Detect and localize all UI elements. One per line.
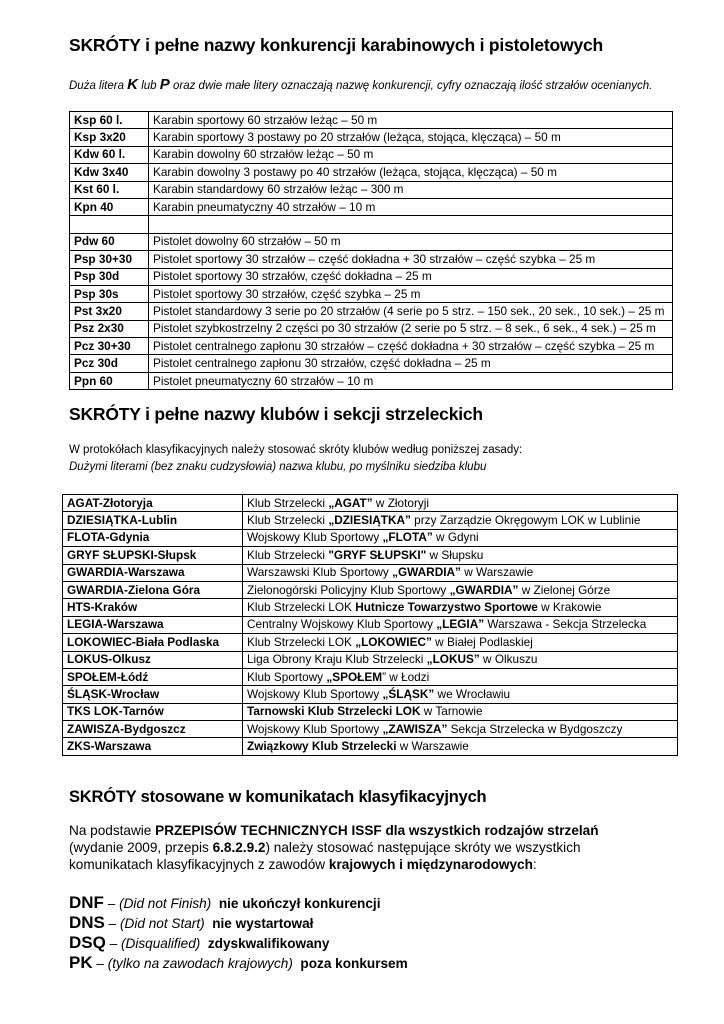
line3-bold: krajowych i międzynarodowych	[328, 857, 533, 872]
competition-row	[70, 112, 673, 129]
club-name-bold: „LEGIA”	[436, 617, 485, 632]
club-code: LOKOWIEC-Biała Podlaska	[63, 634, 243, 651]
club-name-text: Klub Strzelecki LOK	[247, 634, 356, 649]
club-row	[63, 738, 678, 755]
club-full-name	[243, 668, 678, 685]
abbreviation-item	[69, 953, 408, 974]
note-text-1: Duża litera	[69, 80, 128, 92]
section3-line-2	[69, 839, 581, 856]
club-full-name	[243, 547, 678, 564]
club-code: SPOŁEM-Łódź	[63, 668, 243, 685]
club-code: LOKUS-Olkusz	[63, 651, 243, 668]
note-letter-p: P	[159, 76, 170, 93]
club-name-text: Sekcja Strzelecka w Bydgoszczy	[447, 721, 623, 736]
club-name-text: w Białej Podlaskiej	[431, 634, 533, 649]
club-name-text: Zielonogórski Policyjny Klub Sportowy	[247, 582, 450, 597]
abbreviation-english: (Disqualified)	[120, 936, 201, 951]
line2-text-a: (wydanie 2009, przepis	[69, 840, 213, 855]
competitions-table	[69, 111, 673, 390]
section3-title: SKRÓTY stosowane w komunikatach klasyfikacyjnych	[69, 788, 487, 806]
abbreviation-key: DNF	[69, 893, 104, 912]
club-code: ŚLĄSK-Wrocław	[63, 686, 243, 703]
line1-text: Na podstawie	[69, 823, 156, 838]
competition-code: Pdw 60	[70, 233, 149, 250]
competition-name: Pistolet centralnego zapłonu 30 strzałów, część dokładna – 25 m	[149, 355, 673, 372]
club-full-name	[243, 703, 678, 720]
competition-code: Kdw 3x40	[70, 164, 149, 181]
competition-row	[70, 198, 673, 215]
competition-code: Ksp 60 l.	[70, 112, 149, 129]
club-name-text: w Zielonej Górze	[518, 582, 611, 597]
competition-code: Psz 2x30	[70, 320, 149, 337]
note-text-2: lub	[138, 80, 160, 92]
club-code: DZIESIĄTKA-Lublin	[63, 512, 243, 529]
club-full-name	[243, 581, 678, 598]
section1-note	[69, 76, 652, 93]
competition-code: Psp 30+30	[70, 251, 149, 268]
club-name-bold: Tarnowski Klub Strzelecki LOK	[247, 704, 421, 719]
club-row	[63, 721, 678, 738]
club-full-name	[243, 686, 678, 703]
club-full-name	[243, 651, 678, 668]
competition-code: Kdw 60 l.	[70, 146, 149, 163]
club-row	[63, 703, 678, 720]
club-name-text: w Olkuszu	[479, 652, 538, 667]
club-name-text: w Warszawie	[396, 739, 469, 754]
abbreviation-polish: poza konkursem	[300, 956, 408, 971]
abbreviation-english: (Did not Start)	[120, 916, 205, 931]
club-full-name	[243, 721, 678, 738]
club-name-bold: "GRYF SŁUPSKI"	[328, 547, 427, 562]
club-code: GWARDIA-Warszawa	[63, 564, 243, 581]
clubs-table-body	[63, 495, 678, 756]
abbreviation-dash: –	[92, 956, 108, 971]
section1-title: SKRÓTY i pełne nazwy konkurencji karabinowych i pistoletowych	[69, 35, 604, 55]
abbreviation-polish: zdyskwalifikowany	[207, 936, 330, 951]
competition-name: Pistolet sportowy 30 strzałów – część dokładna + 30 strzałów – część szybka – 25 m	[149, 251, 673, 268]
abbreviation-key: PK	[69, 953, 93, 972]
section2-note-1: W protokółach klasyfikacyjnych należy stosować skróty klubów według poniższej zasady:	[69, 444, 523, 456]
club-full-name	[243, 495, 678, 512]
abbreviation-english: (Did not Finish)	[119, 896, 212, 911]
club-row	[63, 581, 678, 598]
club-name-bold: „ZAWISZA”	[382, 721, 448, 736]
club-code: HTS-Kraków	[63, 599, 243, 616]
club-name-text: Centralny Wojskowy Klub Sportowy	[247, 617, 437, 632]
abbreviation-polish: nie wystartował	[212, 916, 314, 931]
club-name-text: Klub Strzelecki	[247, 513, 329, 528]
competition-row	[70, 216, 673, 233]
club-name-text: Klub Strzelecki	[247, 547, 329, 562]
club-name-bold: „AGAT”	[328, 495, 373, 510]
competition-row	[70, 251, 673, 268]
competition-row	[70, 355, 673, 372]
note-text-3: oraz dwie małe litery oznaczają nazwę konkurencji, cyfry oznaczają ilość strzałów ocenianych.	[169, 80, 653, 92]
spacer	[200, 936, 208, 951]
line3-text-a: komunikatach klasyfikacyjnych z zawodów	[69, 857, 329, 872]
club-row	[63, 599, 678, 616]
competition-code: Kpn 40	[70, 198, 149, 215]
club-code: LEGIA-Warszawa	[63, 616, 243, 633]
competition-code: Psp 30s	[70, 285, 149, 302]
club-name-bold: Związkowy Klub Strzelecki	[247, 739, 397, 754]
club-full-name	[243, 738, 678, 755]
club-name-text: w Warszawie	[460, 565, 534, 580]
club-code: ZKS-Warszawa	[63, 738, 243, 755]
competitions-table-body	[70, 112, 673, 390]
note-letter-k: K	[127, 76, 139, 93]
club-name-text: Wojskowy Klub Sportowy	[247, 686, 383, 701]
competition-name: Karabin dowolny 3 postawy po 40 strzałów (leżąca, stojąca, klęcząca) – 50 m	[149, 164, 673, 181]
abbreviation-dash: –	[104, 916, 121, 931]
competition-name	[149, 216, 673, 233]
abbreviation-polish: nie ukończył konkurencji	[218, 896, 381, 911]
section2-title: SKRÓTY i pełne nazwy klubów i sekcji strzeleckich	[69, 404, 483, 424]
competition-row	[70, 372, 673, 389]
spacer	[211, 896, 219, 911]
club-row	[63, 668, 678, 685]
club-code: TKS LOK-Tarnów	[63, 703, 243, 720]
club-full-name	[243, 529, 678, 546]
clubs-table	[62, 494, 678, 756]
club-code: AGAT-Złotoryja	[63, 495, 243, 512]
club-code: GRYF SŁUPSKI-Słupsk	[63, 547, 243, 564]
club-name-text: w Złotoryji	[372, 495, 430, 510]
competition-code: Ppn 60	[70, 372, 149, 389]
club-name-bold: „SPOŁEM	[326, 669, 383, 684]
competition-row	[70, 164, 673, 181]
abbreviation-item	[69, 933, 330, 954]
competition-code: Pst 3x20	[70, 303, 149, 320]
section3-line-1	[69, 822, 599, 839]
club-name-bold: Hutnicze Towarzystwo Sportowe	[355, 600, 538, 615]
line2-bold: 6.8.2.9.2	[212, 840, 266, 855]
abbreviation-key: DSQ	[69, 933, 106, 952]
competition-code: Psp 30d	[70, 268, 149, 285]
competition-name: Pistolet centralnego zapłonu 30 strzałów – część dokładna + 30 strzałów – część szybka – 25 m	[149, 338, 673, 355]
club-name-text: Wojskowy Klub Sportowy	[247, 530, 383, 545]
competition-row	[70, 320, 673, 337]
competition-code: Ksp 3x20	[70, 129, 149, 146]
club-name-bold: „GWARDIA”	[449, 582, 519, 597]
competition-row	[70, 285, 673, 302]
competition-row	[70, 181, 673, 198]
club-name-text: Warszawski Klub Sportowy	[247, 565, 393, 580]
club-name-text: w Tarnowie	[420, 704, 483, 719]
competition-name: Karabin pneumatyczny 40 strzałów – 10 m	[149, 198, 673, 215]
competition-name: Pistolet szybkostrzelny 2 części po 30 strzałów (2 serie po 5 strz. – 8 sek., 6 sek., 4 sek.) – 25 m	[149, 320, 673, 337]
abbreviation-key: DNS	[69, 913, 105, 932]
competition-row	[70, 303, 673, 320]
abbreviation-item	[69, 893, 380, 914]
club-row	[63, 651, 678, 668]
club-row	[63, 512, 678, 529]
abbreviation-dash: –	[103, 896, 120, 911]
club-full-name	[243, 564, 678, 581]
club-name-text: w Słupsku	[426, 547, 484, 562]
club-name-text: Klub Strzelecki LOK	[247, 600, 356, 615]
line3-text-c: :	[532, 857, 537, 872]
club-full-name	[243, 599, 678, 616]
competition-name: Karabin sportowy 3 postawy po 20 strzałów (leżąca, stojąca, klęcząca) – 50 m	[149, 129, 673, 146]
club-row	[63, 529, 678, 546]
club-name-bold: „DZIESIĄTKA”	[328, 513, 411, 528]
club-name-text: Klub Strzelecki	[247, 495, 329, 510]
club-name-text: w Krakowie	[537, 600, 602, 615]
club-code: GWARDIA-Zielona Góra	[63, 581, 243, 598]
club-code: ZAWISZA-Bydgoszcz	[63, 721, 243, 738]
club-full-name	[243, 616, 678, 633]
club-name-text: Warszawa - Sekcja Strzelecka	[484, 617, 647, 632]
club-name-text: ” w Łodzi	[382, 669, 430, 684]
competition-name: Pistolet dowolny 60 strzałów – 50 m	[149, 233, 673, 250]
club-row	[63, 634, 678, 651]
competition-code: Kst 60 l.	[70, 181, 149, 198]
abbreviation-english: (tylko na zawodach krajowych)	[107, 956, 293, 971]
competition-name: Pistolet standardowy 3 serie po 20 strzałów (4 serie po 5 strz. – 150 sek., 20 sek., 10 sek.) – 25 m	[149, 303, 673, 320]
club-name-bold: „ŚLĄSK”	[382, 686, 435, 701]
club-name-text: Klub Sportowy	[247, 669, 327, 684]
section2-note-2: Dużymi literami (bez znaku cudzysłowia) nazwa klubu, po myślniku siedziba klubu	[69, 461, 487, 473]
club-name-text: w Gdyni	[432, 530, 479, 545]
club-name-text: Wojskowy Klub Sportowy	[247, 721, 383, 736]
club-name-bold: „LOKOWIEC”	[355, 634, 432, 649]
section3-line-3	[69, 856, 537, 873]
club-full-name	[243, 634, 678, 651]
competition-row	[70, 268, 673, 285]
club-name-bold: „LOKUS”	[426, 652, 480, 667]
competition-row	[70, 233, 673, 250]
abbreviation-item	[69, 913, 313, 934]
club-row	[63, 686, 678, 703]
competition-name: Karabin sportowy 60 strzałów leżąc – 50 m	[149, 112, 673, 129]
competition-name: Pistolet sportowy 30 strzałów, część dokładna – 25 m	[149, 268, 673, 285]
line2-text-c: ) należy stosować następujące skróty we wszystkich	[265, 840, 581, 855]
club-code: FLOTA-Gdynia	[63, 529, 243, 546]
line1-bold: PRZEPISÓW TECHNICZNYCH ISSF dla wszystkich rodzajów strzelań	[155, 823, 599, 838]
club-name-bold: „FLOTA”	[382, 530, 433, 545]
competition-row	[70, 338, 673, 355]
club-row	[63, 495, 678, 512]
club-name-text: przy Zarządzie Okręgowym LOK w Lublinie	[410, 513, 641, 528]
club-full-name	[243, 512, 678, 529]
club-name-text: Liga Obrony Kraju Klub Strzelecki	[247, 652, 427, 667]
club-row	[63, 564, 678, 581]
club-row	[63, 616, 678, 633]
competition-name: Pistolet pneumatyczny 60 strzałów – 10 m	[149, 372, 673, 389]
competition-code: Pcz 30+30	[70, 338, 149, 355]
competition-name: Karabin standardowy 60 strzałów leżąc – 300 m	[149, 181, 673, 198]
competition-name: Pistolet sportowy 30 strzałów, część szybka – 25 m	[149, 285, 673, 302]
competition-name: Karabin dowolny 60 strzałów leżąc – 50 m	[149, 146, 673, 163]
club-name-bold: „GWARDIA”	[392, 565, 461, 580]
competition-row	[70, 129, 673, 146]
club-row	[63, 547, 678, 564]
competition-row	[70, 146, 673, 163]
club-name-text: we Wrocławiu	[434, 686, 511, 701]
abbreviation-dash: –	[105, 936, 121, 951]
competition-code: Pcz 30d	[70, 355, 149, 372]
competition-code	[70, 216, 149, 233]
